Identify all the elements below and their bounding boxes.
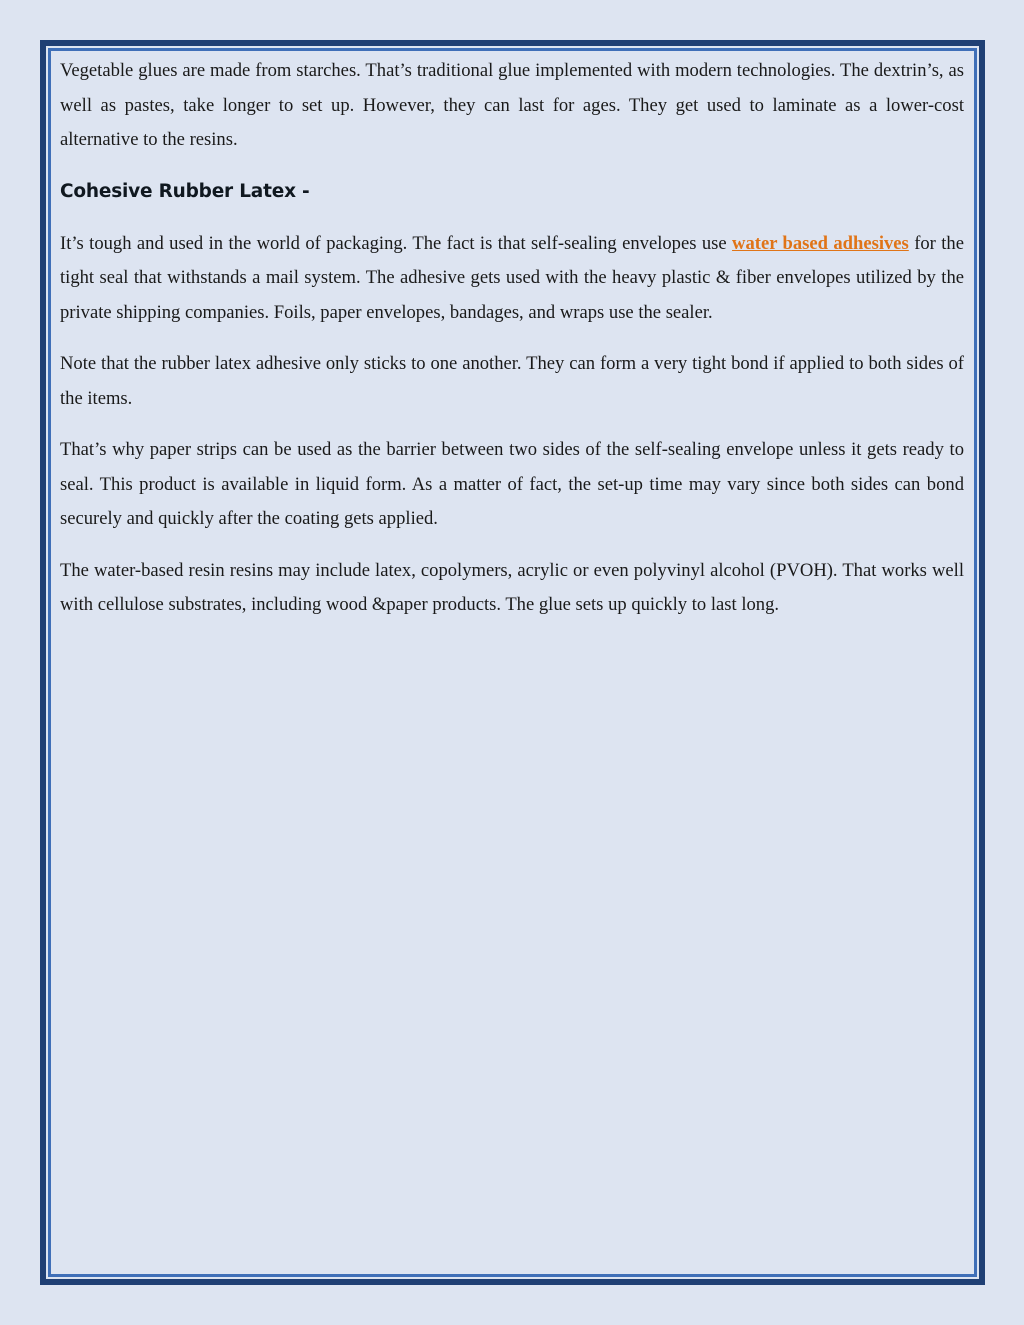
- section-heading-cohesive-rubber-latex: Cohesive Rubber Latex -: [60, 180, 310, 202]
- paragraph-paper-strips: That’s why paper strips can be used as the barrier between two sides of the self-sealing envelope unless it gets ready to seal. This product is available in liquid form. As a matter of fact, the set-up time may vary since both sides can bond securely and quickly after the coating gets applied.: [60, 439, 964, 529]
- paragraph-rubber-latex-note: Note that the rubber latex adhesive only sticks to one another. They can form a very tight bond if applied to both sides of the items.: [60, 353, 964, 409]
- paragraph-water-based-resins: The water-based resin resins may include latex, copolymers, acrylic or even polyvinyl alcohol (PVOH). That works well with cellulose substrates, including wood &paper products. The glue sets up quickly to last long.: [60, 559, 964, 615]
- paragraph-text-after-link: for the tight seal that withstands a mail system. The adhesive gets used with the heavy plastic & fiber envelopes utilized by the private shipping companies. Foils, paper envelopes, bandages, and wraps use the sealer.: [60, 232, 964, 323]
- water-based-adhesives-link[interactable]: water based adhesives: [732, 232, 909, 254]
- paragraph-text-before-link: It’s tough and used in the world of packaging. The fact is that self-sealing envelopes use: [60, 232, 733, 254]
- paragraph-vegetable-glues: Vegetable glues are made from starches. That’s traditional glue implemented with modern technologies. The dextrin’s, as well as pastes, take longer to set up. However, they can last for ages. They get used to laminate as a lower-cost alternative to the resins.: [60, 60, 964, 150]
- document-body: [60, 54, 964, 640]
- paragraph-packaging: [60, 227, 964, 331]
